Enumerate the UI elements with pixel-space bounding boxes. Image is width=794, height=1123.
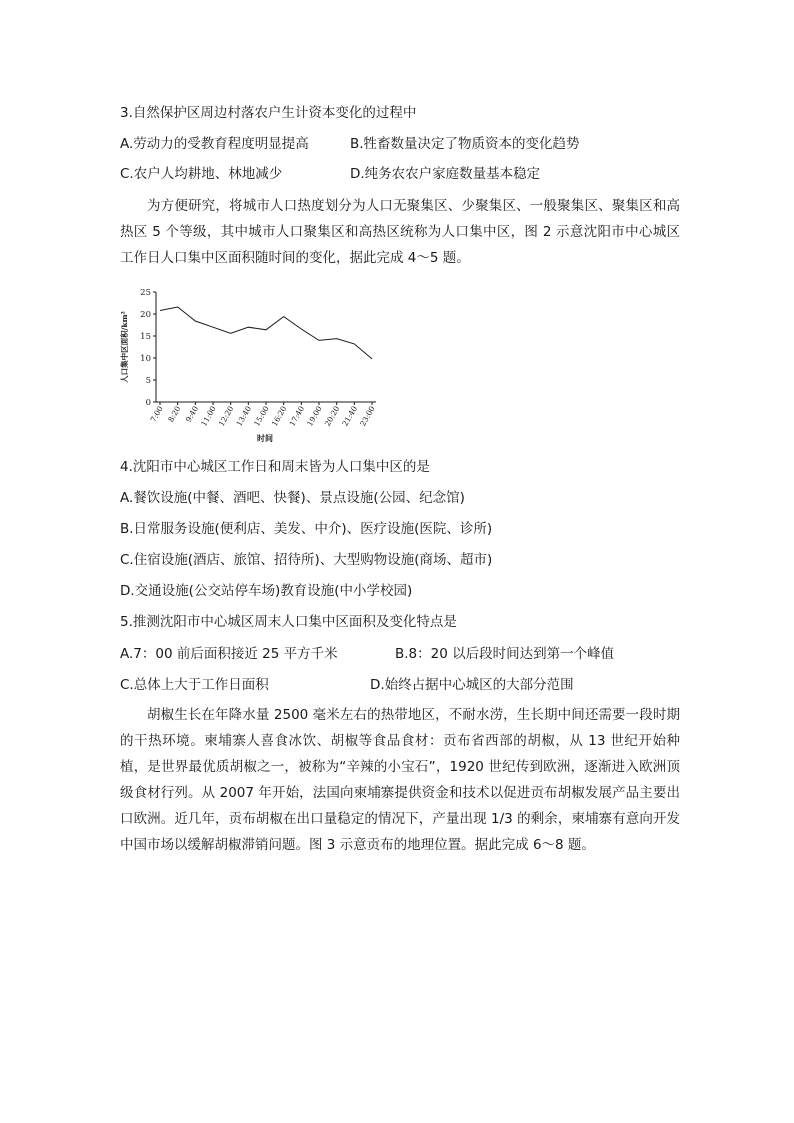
q5-options-cd xyxy=(120,676,680,694)
q5-option-d: D.始终占据中心城区的大部分范围 xyxy=(370,677,574,693)
q5-stem: 5.推测沈阳市中心城区周末人口集中区面积及变化特点是 xyxy=(120,614,457,630)
chart-x-tick-label: 7:00 xyxy=(148,404,165,424)
chart-x-tick-label: 13:40 xyxy=(234,404,254,428)
intro-paragraph-6-8: 胡椒生长在年降水量 2500 毫米左右的热带地区，不耐水涝，生长期中间还需要一段时期的干热环境。柬埔寨人喜食冰饮、胡椒等食品食材：贡布省西部的胡椒，从 13 世纪开始种植，是世界最优质胡椒之一，被称为“辛辣的小宝石”，1920 世纪传到欧洲，逐渐进入欧洲顶级食材行列。从 2007 年开始，法国向柬埔寨提供资金和技术以促进贡布胡椒发展产品主要出口欧洲。近几年，贡布胡椒在出口量稳定的情况下，产量出现 1/3 的剩余，柬埔寨有意向开发中国市场以缓解胡椒滞销问题。图 3 示意贡布的地理位置。据此完成 6～8 题。 xyxy=(120,707,680,853)
q3-option-d: D.纯务农农户家庭数量基本稳定 xyxy=(350,166,541,182)
chart-y-tick-label: 20 xyxy=(140,310,151,320)
chart-y-label: 人口集中区面积/km² xyxy=(120,311,129,383)
q4-stem: 4.沈阳市中心城区工作日和周末皆为人口集中区的是 xyxy=(120,459,430,475)
intro-paragraph-4-5: 为方便研究，将城市人口热度划分为人口无聚集区、少聚集区、一般聚集区、聚集区和高热区 5 个等级，其中城市人口聚集区和高热区统称为人口集中区，图 2 示意沈阳市中心城区工作日人口集中区面积随时间的变化，据此完成 4～5 题。 xyxy=(120,198,680,266)
q3-options-ab xyxy=(120,135,680,153)
q4-option-d: D.交通设施(公交站停车场)教育设施(中小学校园) xyxy=(120,583,413,599)
chart-y-tick-label: 25 xyxy=(140,288,151,298)
chart-x-tick-label: 11:00 xyxy=(199,404,218,428)
chart-x-tick-label: 19:00 xyxy=(305,404,324,428)
chart-x-tick-label: 16:20 xyxy=(269,404,289,428)
chart-x-tick-label: 17:40 xyxy=(287,404,307,428)
q4-option-b: B.日常服务设施(便利店、美发、中介)、医疗设施(医院、诊所) xyxy=(120,521,493,537)
q5-options-ab xyxy=(120,645,680,663)
chart-x-tick-label: 21:40 xyxy=(340,404,360,428)
chart-x-tick-label: 9:40 xyxy=(183,404,201,424)
chart-x-tick-label: 20:20 xyxy=(322,404,342,428)
q4-option-c: C.住宿设施(酒店、旅馆、招待所)、大型购物设施(商场、超市) xyxy=(120,552,493,568)
chart-y-tick-label: 5 xyxy=(145,376,151,386)
chart-x-tick-label: 15:00 xyxy=(252,404,271,428)
q3-stem: 3.自然保护区周边村落农户生计资本变化的过程中 xyxy=(120,105,417,121)
chart-axes xyxy=(156,292,376,402)
chart-x-tick-label: 23:00 xyxy=(358,404,377,428)
chart-y-ticks xyxy=(140,288,156,408)
chart-x-tick-label: 12:20 xyxy=(216,404,236,428)
q5-option-c: C.总体上大于工作日面积 xyxy=(120,677,269,693)
q3-options-cd xyxy=(120,165,680,183)
q3-option-b: B.牲畜数量决定了物质资本的变化趋势 xyxy=(350,136,580,152)
chart-x-tick-label: 8:20 xyxy=(166,404,183,424)
q4-option-a: A.餐饮设施(中餐、酒吧、快餐)、景点设施(公园、纪念馆) xyxy=(120,490,465,506)
q3-option-a: A.劳动力的受教育程度明显提高 xyxy=(120,136,309,152)
population-area-chart xyxy=(118,282,388,444)
q5-option-a: A.7：00 前后面积接近 25 平方千米 xyxy=(120,646,338,662)
chart-x-label: 时间 xyxy=(257,433,273,443)
chart-y-tick-label: 0 xyxy=(145,398,151,408)
q5-option-b: B.8：20 以后段时间达到第一个峰值 xyxy=(395,646,615,662)
chart-y-tick-label: 10 xyxy=(140,354,151,364)
chart-series-line xyxy=(160,307,372,359)
chart-y-tick-label: 15 xyxy=(140,332,151,342)
chart-x-ticks xyxy=(149,402,377,428)
q3-option-c: C.农户人均耕地、林地减少 xyxy=(120,166,283,182)
